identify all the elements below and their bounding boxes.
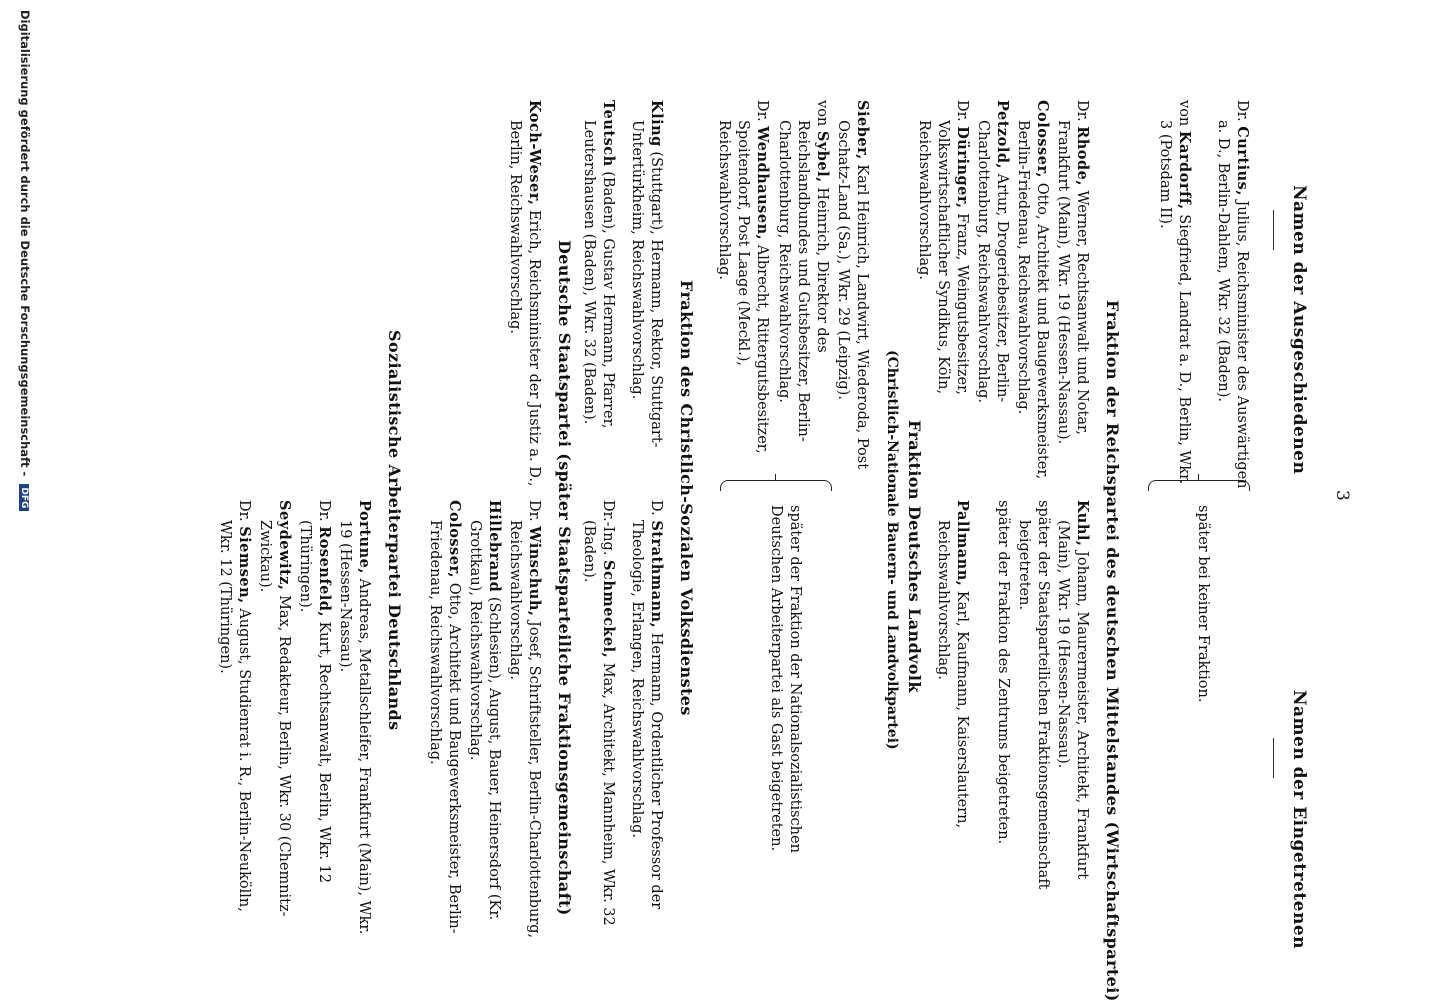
entry: Dr. Düringer, Franz, Weingutsbesitzer, Volkswirtschaftlicher Syndikus, Köln, Reichswahlvorschlag. bbox=[916, 100, 971, 396]
entry: D. Strathmann, Hermann, Ordentlicher Professor der Theologie, Erlangen, Reichswahlvorschlag. bbox=[629, 500, 665, 910]
entry: Dr. Winschuh, Josef, Schriftsteller, Berlin-Charlottenburg, Reichswahlvorschlag. bbox=[507, 500, 543, 939]
entry: Petzold, Artur, Drogeriebesitzer, Berlin-Charlottenburg, Reichswahlvorschlag. bbox=[975, 100, 1011, 403]
note: später der Fraktion der Nationalsozialistischen Deutschen Arbeiterpartei als Gast beigetreten. bbox=[768, 505, 803, 853]
entry: Hillebrand (Schlesien), August, Bauer, Heinersdorf (Kr. Grottkau), Reichswahlvorschlag. bbox=[467, 500, 503, 921]
entry: Dr. Wendhausen, Albrecht, Rittergutsbesitzer, Spoitendorf, Post Laage (Meckl.), Reichswahlvorschlag. bbox=[716, 100, 771, 454]
section-title: Sozialistische Arbeiterpartei Deutschlands bbox=[385, 330, 404, 731]
header-left: Namen der Ausgeschiedenen bbox=[1289, 185, 1309, 475]
page-number: 3 bbox=[1332, 490, 1352, 501]
entry: Sieber, Karl Heinrich, Landwirt, Wiederoda, Post Oschatz-Land (Sa.), Wkr. 29 (Leipzig). bbox=[835, 100, 871, 470]
entry: von Kardorff, Siegfried, Landrat a. D., Berlin, Wkr. 3 (Potsdam II). bbox=[1157, 100, 1193, 485]
footer-text: Digitalisierung gefördert durch die Deutsche Forschungsgemeinschaft - bbox=[18, 10, 32, 477]
brace bbox=[1148, 480, 1250, 491]
note: später bei keiner Fraktion. bbox=[1195, 505, 1211, 703]
header-right: Namen der Eingetretenen bbox=[1289, 690, 1309, 950]
entry: Dr. Siemsen, August, Studienrat i. R., Berlin-Neukölln, Wkr. 12 (Thüringen). bbox=[217, 500, 253, 912]
entry: Kuhl, Johann, Maurermeister, Architekt, Frankfurt (Main), Wkr. 19 (Hessen-Nassau). bbox=[1055, 500, 1091, 880]
section-subtitle: (Christlich-Nationale Bauern- und Landvolkpartei) bbox=[884, 350, 900, 750]
entry: Seydewitz, Max, Redakteur, Berlin, Wkr. 30 (Chemnitz-Zwickau). bbox=[257, 500, 293, 917]
section-title: Deutsche Staatspartei (später Staatsparteiliche Fraktionsgemeinschaft) bbox=[555, 240, 574, 916]
dfg-logo: DFG bbox=[20, 484, 30, 511]
section-title: Fraktion der Reichspartei des deutschen Mittelstandes (Wirtschaftspartei) bbox=[1103, 300, 1122, 1002]
entry: Dr. Rhode, Werner, Rechtsanwalt und Notar, Frankfurt (Main), Wkr. 19 (Hessen-Nassau). bbox=[1055, 100, 1091, 445]
brace bbox=[720, 480, 832, 491]
entry: Portune, Andreas, Metallschleifer, Frankfurt (Main), Wkr. 19 (Hessen-Nassau). bbox=[337, 500, 373, 935]
entry: Pallmann, Karl, Kaufmann, Kaiserslautern, Reichswahlvorschlag. bbox=[935, 500, 971, 829]
entry: Kling (Stuttgart), Hermann, Rektor, Stuttgart-Untertürkheim, Reichswahlvorschlag. bbox=[629, 100, 665, 448]
entry: später der Fraktion des Zentrums beigetreten. bbox=[995, 500, 1011, 845]
section-title: Fraktion Deutsches Landvolk bbox=[905, 420, 924, 693]
entry: von Sybel, Heinrich, Direktor des Reichslandbundes und Gutsbesitzer, Berlin-Charlottenburg, Reichswahlvorschlag. bbox=[776, 100, 831, 442]
entry: Dr. Curtius, Julius, Reichsminister des Auswärtigen a. D., Berlin-Dahlem, Wkr. 32 (Baden). bbox=[1215, 100, 1251, 489]
entry: Dr. Rosenfeld, Kurt, Rechtsanwalt, Berlin, Wkr. 12 (Thüringen). bbox=[297, 500, 333, 884]
header-rule bbox=[1273, 210, 1274, 250]
entry: Teutsch (Baden), Gustav Hermann, Pfarrer, Leutershausen (Baden), Wkr. 32 (Baden). bbox=[581, 100, 617, 429]
entry: Colosser, Otto, Architekt und Baugewerksmeister, Berlin-Friedenau, Reichswahlvorschlag. bbox=[427, 500, 463, 934]
entry: später der Staatsparteilichen Fraktionsgemeinschaft beigetreten. bbox=[1016, 500, 1051, 890]
entry: Colosser, Otto, Architekt und Baugewerksmeister, Berlin-Friedenau, Reichswahlvorschlag. bbox=[1015, 100, 1051, 480]
section-title: Fraktion des Christlich-Sozialen Volksdienstes bbox=[677, 280, 696, 716]
header-rule bbox=[1273, 738, 1274, 778]
entry: Koch-Weser, Erich, Reichsminister der Justiz a. D., Berlin, Reichswahlvorschlag. bbox=[507, 100, 543, 487]
entry: Dr.-Ing. Schmeckel, Max, Architekt, Mannheim, Wkr. 32 (Baden). bbox=[581, 500, 617, 926]
footer-credit bbox=[18, 10, 32, 990]
